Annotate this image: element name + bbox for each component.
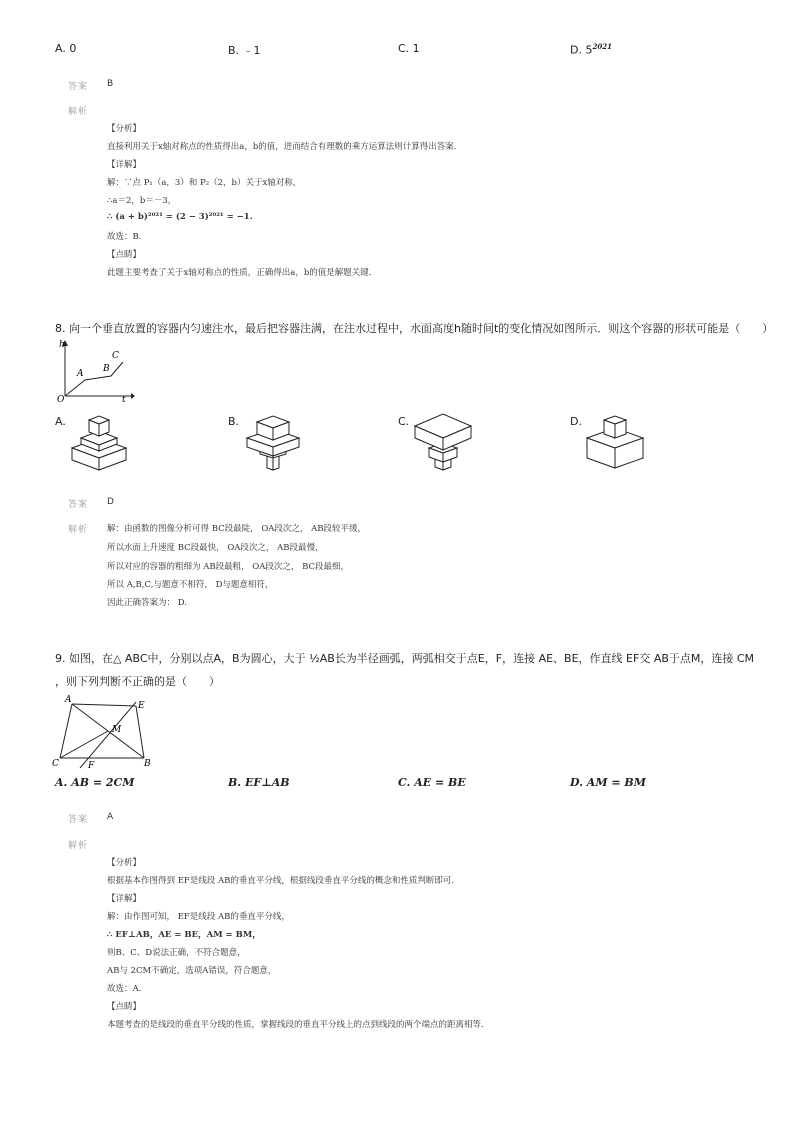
graph-label-h: h [59, 340, 65, 350]
q7-line: 此题主要考查了关于x轴对称点的性质，正确得出a，b的值是解题关键． [107, 268, 378, 278]
q7-line: 解：∵点 P₁（a，3）和 P₂（2，b）关于x轴对称， [107, 178, 302, 188]
q9-line: 【点睛】 [107, 1002, 142, 1012]
container-b-figure [245, 408, 301, 472]
container-c-figure [413, 410, 473, 472]
q8-line: 所以对应的容器的粗细为 AB段最粗， OA段次之， BC段最细， [107, 562, 350, 572]
q9-answer: A [107, 812, 114, 822]
q9-option-b: B. EF⊥AB [228, 776, 290, 789]
q8-option-d: D. [570, 415, 582, 428]
q8-line: 所以水面上升速度 BC段最快， OA段次之， AB段最慢， [107, 543, 324, 553]
fig-label-c: C [52, 759, 59, 769]
q8-option-a: A. [55, 415, 66, 428]
q8-answer: D [107, 497, 114, 507]
q9-line: AB与 2CM不确定，选项A错误，符合题意， [107, 966, 277, 976]
q8-option-c: C. [398, 415, 410, 428]
q8-option-b: B. [228, 415, 240, 428]
graph-label-c: C [112, 351, 119, 361]
q8-line: 所以 A,B,C,与题意不相符， D与题意相符， [107, 580, 274, 590]
q7-line: 【详解】 [107, 160, 142, 170]
q9-stem-line2: ，则下列判断不正确的是（ ） [55, 675, 220, 688]
fig-label-a: A [65, 695, 72, 705]
q7-line: 【分析】 [107, 124, 142, 134]
fig-label-m: M [112, 725, 122, 735]
container-a-figure [70, 408, 128, 472]
q7-option-b: B. ﹣1 [228, 44, 261, 57]
q9-line: 解：由作图可知， EF是线段 AB的垂直平分线， [107, 912, 290, 922]
q9-line: 本题考查的是线段的垂直平分线的性质，掌握线段的垂直平分线上的点到线段的两个端点的距离相等． [107, 1020, 490, 1030]
q8-graph [55, 338, 135, 404]
q9-triangle-figure [52, 694, 156, 770]
fig-label-e: E [138, 701, 145, 711]
q7-option-a: A. 0 [55, 42, 77, 55]
q7-line: 直接利用关于x轴对称点的性质得出a，b的值，进而结合有理数的乘方运算法则计算得出答案． [107, 142, 463, 152]
q9-line: 【详解】 [107, 894, 142, 904]
graph-label-o: O [57, 395, 65, 404]
q9-line: 根据基本作图得到 EF是线段 AB的垂直平分线，根据线段垂直平分线的概念和性质判断即可． [107, 876, 460, 886]
q9-line: 故选：A． [107, 984, 148, 994]
q7-answer-label: 答案 [68, 82, 89, 92]
q7-answer: B [107, 79, 114, 89]
q9-option-d: D. AM = BM [570, 776, 646, 789]
q7-analysis-label: 解析 [68, 107, 89, 117]
q8-line: 解：由函数的图像分析可得 BC段最陡， OA段次之， AB段较平缓， [107, 524, 367, 534]
q7-line: ∴a＝2，b＝－3， [107, 196, 177, 206]
graph-label-b: B [103, 364, 110, 374]
q9-answer-label: 答案 [68, 815, 89, 825]
q7-line: ∴ (a + b)²⁰²¹ = (2 − 3)²⁰²¹ = −1. [107, 212, 253, 222]
q9-option-a: A. AB = 2CM [55, 776, 135, 789]
q7-line: 故选：B． [107, 232, 148, 242]
q9-line: ∴ EF⊥AB，AE = BE，AM = BM， [107, 930, 261, 940]
q8-line: 因此正确答案为： D. [107, 598, 187, 608]
q8-stem: 8. 向一个垂直放置的容器内匀速注水，最后把容器注满，在注水过程中，水面高度h随时间t的变化情况如图所示．则这个容器的形状可能是（ ） [55, 322, 774, 335]
q9-option-c: C. AE = BE [398, 776, 466, 789]
fig-label-b: B [144, 759, 151, 769]
q8-answer-label: 答案 [68, 500, 89, 510]
fig-label-f: F [88, 761, 95, 770]
q9-line: 【分析】 [107, 858, 142, 868]
q9-analysis-label: 解析 [68, 841, 89, 851]
graph-label-t: t [122, 395, 126, 404]
q7-option-c: C. 1 [398, 42, 420, 55]
q9-line: 则B、C、D说法正确，不符合题意， [107, 948, 246, 958]
graph-label-a: A [77, 369, 84, 379]
q8-analysis-label: 解析 [68, 525, 89, 535]
q7-line: 【点睛】 [107, 250, 142, 260]
container-d-figure [585, 408, 645, 472]
q9-stem-line1: 9. 如图，在△ ABC中，分别以点A，B为圆心，大于 ½AB长为半径画弧，两弧相交于点E，F，连接 AE、BE，作直线 EF交 AB于点M，连接 CM [55, 652, 755, 665]
q7-option-d: D. $5^{2021}$ [570, 42, 612, 57]
